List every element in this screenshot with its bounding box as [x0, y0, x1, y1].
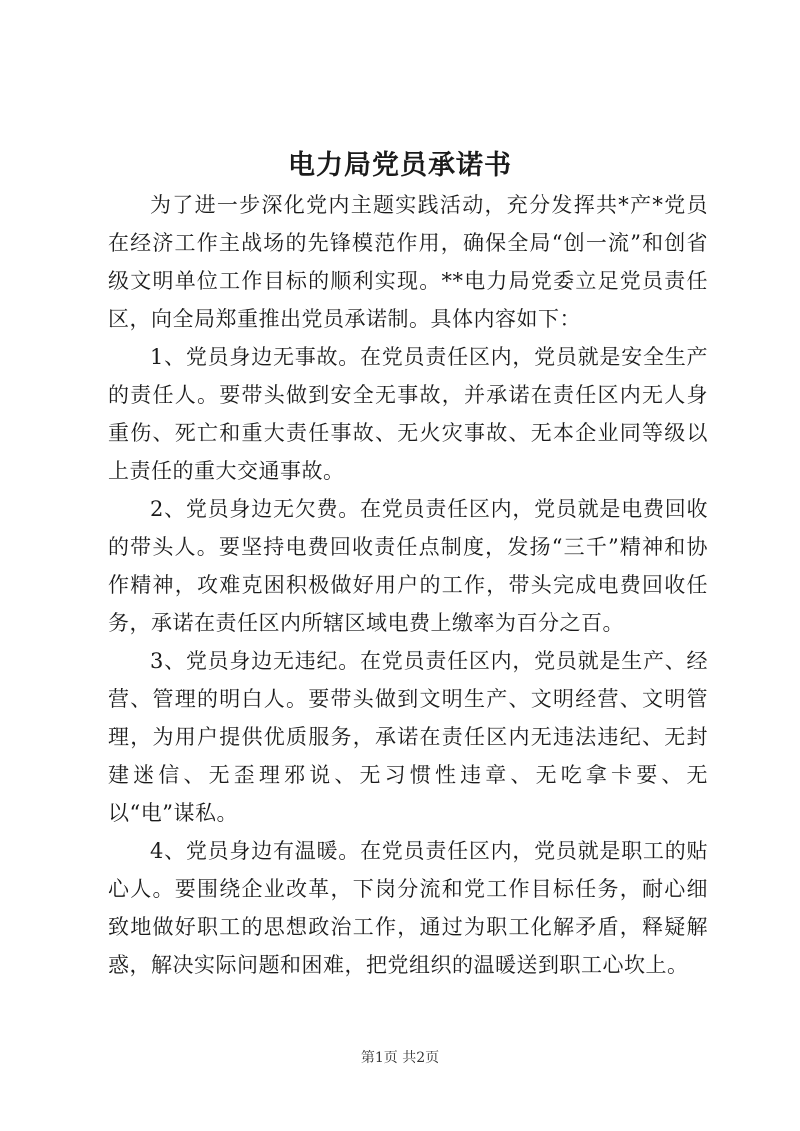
intro-paragraph: 为了进一步深化党内主题实践活动，充分发挥共*产*党员在经济工作主战场的先锋模范作用，确保全局“创一流”和创省级文明单位工作目标的顺利实现。**电力局党委立足党员责任区，向全局郑重推出党员承诺制。具体内容如下：	[108, 193, 708, 331]
commitment-paragraph-2: 2、党员身边无欠费。在党员责任区内，党员就是电费回收的带头人。要坚持电费回收责任点制度，发扬“三千”精神和协作精神，攻难克困积极做好用户的工作，带头完成电费回收任务，承诺在责任区内所辖区域电费上缴率为百分之百。	[108, 497, 708, 635]
document-title: 电力局党员承诺书	[288, 150, 512, 181]
commitment-paragraph-4: 4、党员身边有温暖。在党员责任区内，党员就是职工的贴心人。要围绕企业改革，下岗分流和党工作目标任务，耐心细致地做好职工的思想政治工作，通过为职工化解矛盾，释疑解惑，解决实际问题和困难，把党组织的温暖送到职工心坎上。	[108, 839, 708, 977]
commitment-paragraph-3: 3、党员身边无违纪。在党员责任区内，党员就是生产、经营、管理的明白人。要带头做到文明生产、文明经营、文明管理，为用户提供优质服务，承诺在责任区内无违法违纪、无封建迷信、无歪理邪说、无习惯性违章、无吃拿卡要、无以“电”谋私。	[108, 649, 708, 825]
document-body	[108, 186, 708, 984]
commitment-paragraph-1: 1、党员身边无事故。在党员责任区内，党员就是安全生产的责任人。要带头做到安全无事故，并承诺在责任区内无人身重伤、死亡和重大责任事故、无火灾事故、无本企业同等级以上责任的重大交通事故。	[108, 345, 708, 483]
page-number-footer: 第1页 共2页	[360, 1050, 440, 1066]
